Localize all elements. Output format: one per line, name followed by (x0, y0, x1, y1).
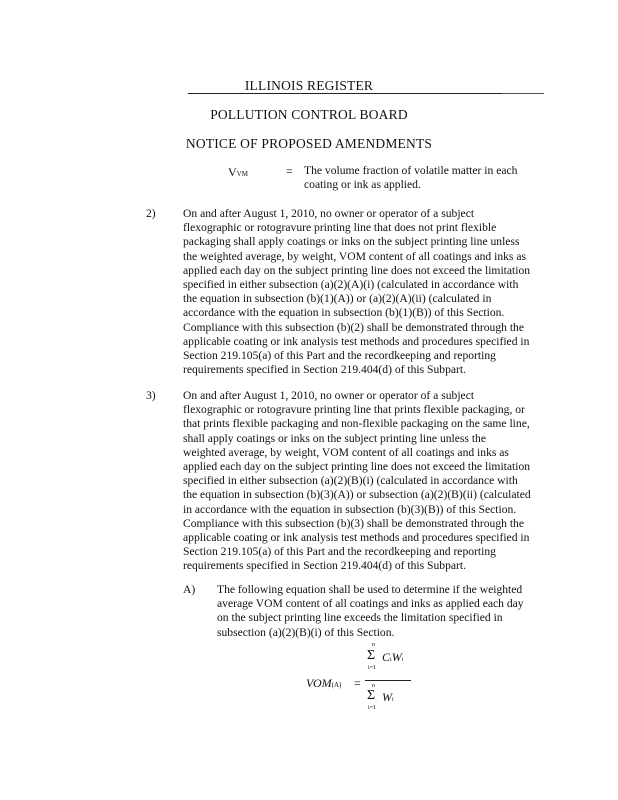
paragraph-A-text: The following equation shall be used to determine if the weighted average VOM content of all coatings and inks as applied each day on the subject printing line exceeds the limitation specified in subsection (a)(2)(B)(i) of this Section. (217, 583, 524, 639)
paragraph-3-number: 3) (146, 389, 156, 402)
numerator-c: C (382, 650, 391, 664)
fraction-bar (365, 680, 411, 681)
agency-title: POLLUTION CONTROL BOARD (210, 107, 408, 122)
definition-symbol-letter: V (228, 165, 237, 179)
numerator-sum-lower: i=1 (368, 665, 377, 671)
definition-subscript: VM (236, 170, 248, 178)
notice-title: NOTICE OF PROPOSED AMENDMENTS (185, 136, 433, 151)
register-title: ILLINOIS REGISTER (244, 78, 374, 93)
denominator-sum-upper: n (372, 683, 375, 689)
equation-equals: = (354, 676, 361, 690)
denominator-w: W (382, 690, 392, 704)
definition-equals: = (286, 164, 293, 178)
numerator-w-sub: i (401, 657, 404, 663)
numerator-term (382, 650, 403, 665)
numerator-c-sub: i (390, 657, 392, 663)
numerator-w: W (391, 650, 402, 664)
denominator-term (382, 690, 394, 705)
paragraph-3-text: On and after August 1, 2010, no owner or operator of a subject flexographic or rotogravure printing line that prints flexible packaging, or that prints flexible packaging and non-flexible packaging on the same line, shall apply coatings or inks on the subject printing line unless the weighted average, by weight, VOM content of all coatings and inks as applied each day on the subject printing line does not exceed the limitation specified in either subsection (a)(2)(B)(i) (calculated in accordance with the equation in subsection (b)(3)(A)) or subsection (a)(2)(B)(ii) (calculated in accordance with the equation in subsection (b)(3)(B)) of this Section. Compliance with this subsection (b)(3) shall be demonstrated through the applicable coating or ink analysis test methods and procedures specified in Section 219.105(a) of this Part and the recordkeeping and reporting requirements specified in Section 219.404(d) of this Subpart. (183, 389, 531, 573)
denominator-w-sub: i (392, 697, 394, 703)
paragraph-2-text: On and after August 1, 2010, no owner or operator of a subject flexographic or rotogravure printing line that does not print flexible packaging shall apply coatings or inks on the subject printing line unless the weighted average, by weight, VOM content of all coatings and inks as applied each day on the subject printing line does not exceed the limitation specified in either subsection (a)(2)(A)(i) (calculated in accordance with the equation in subsection (b)(1)(A)) or (a)(2)(A)(ii) (calculated in accordance with the equation in subsection (b)(1)(B)) of this Section. Compliance with this subsection (b)(2) shall be demonstrated through the applicable coating or ink analysis test methods and procedures specified in Section 219.105(a) of this Part and the recordkeeping and reporting requirements specified in Section 219.404(d) of this Subpart. (183, 207, 531, 377)
definition-text: The volume fraction of volatile matter in each coating or ink as applied. (304, 164, 518, 192)
equation-lhs-text: VOM (306, 676, 332, 690)
paragraph-A-number: A) (183, 583, 196, 596)
definition-symbol (228, 165, 248, 180)
denominator-sum-lower: i=1 (368, 705, 377, 711)
equation-lhs (306, 676, 341, 691)
paragraph-2-number: 2) (146, 207, 156, 220)
equation-lhs-sub: (A) (331, 681, 342, 689)
numerator-sum-upper: n (372, 642, 375, 648)
denominator-sigma: Σ (367, 688, 376, 703)
numerator-sigma: Σ (367, 648, 376, 663)
